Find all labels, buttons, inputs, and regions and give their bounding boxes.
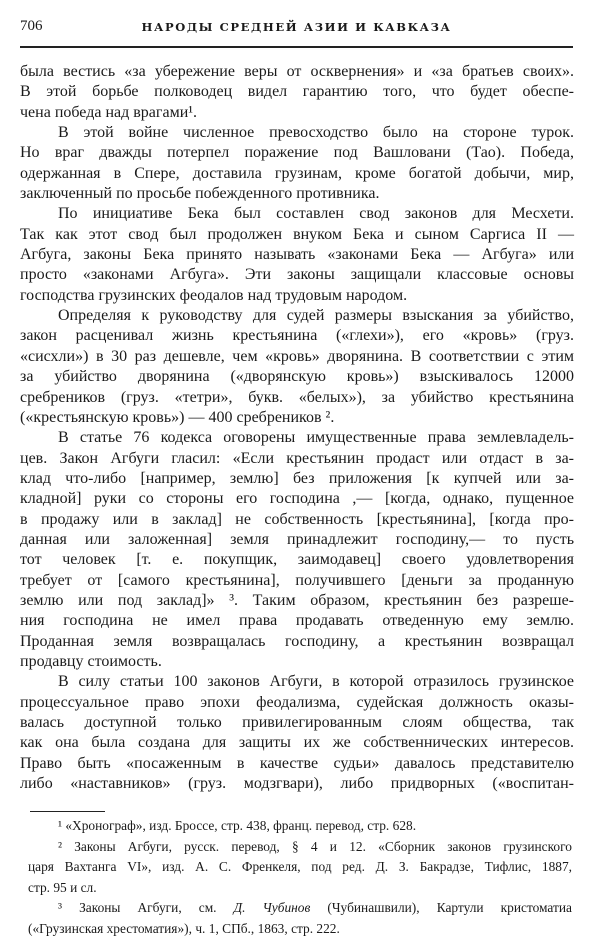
text-line: заключенный по просьбе побежденного противника.	[20, 185, 380, 203]
footnote-2-line: ² Законы Агбуги, русск. перевод, § 4 и 12. «Сборник законов грузинского	[58, 838, 572, 854]
text-line: «сисхли») в 30 раз дешевле, чем «кровь» дворянина. В соответствии с этим	[20, 347, 574, 365]
text-line: тот человек [т. е. покупщик, заимодавец] своего удовлетворения	[20, 551, 574, 569]
text-line: как она была создана для защиты их же собственнических интересов.	[20, 734, 574, 752]
text-line: продавцу стоимость.	[20, 652, 162, 670]
text-line: В статье 76 кодекса оговорены имущественные права землевладель-	[58, 429, 574, 447]
text-line: в продажу или в заклад] не собственность [крестьянина], [когда про-	[20, 510, 574, 528]
text-line: требует от [самого крестьянина], получившего [деньги за проданную	[20, 571, 574, 589]
text-line: В силу статьи 100 законов Агбуги, в которой отразилось грузинское	[58, 673, 574, 691]
text-line: данная или заложенная] земля принадлежит господину,— то пусть	[20, 530, 574, 548]
text-line: Право быть «посаженным в качестве судьи» давалось представителю	[20, 754, 574, 772]
text-line: валась доступной только привилегированным слоям общества, так	[20, 714, 574, 731]
paragraph	[20, 204, 574, 306]
text-line: закон расценивал жизнь крестьянина («глехи»), его «кровь» (груз.	[20, 327, 574, 345]
text-line: Так как этот свод был продолжен внуком Бека и сыном Саргиса II —	[20, 225, 574, 243]
text-line: Определяя к руководству для судей размеры взыскания за убийство,	[58, 307, 574, 325]
text-line: сребреников (груз. «тетри», букв. «белых»), за убийство крестьянина	[20, 388, 574, 406]
footnote-3-text: (Чубинашвили), Картули кристоматиа	[310, 900, 572, 915]
text-line: цев. Закон Агбуги гласил: «Если крестьянин продаст или отдаст в за-	[20, 449, 574, 467]
text-line: кладной] руки со стороны его господина ,— [когда, однако, пущенное	[20, 490, 574, 508]
paragraph	[20, 428, 574, 672]
text-line: («крестьянскую кровь») — 400 сребреников ².	[20, 408, 335, 426]
text-line: ния господина не имел права продавать отведенную ему землю.	[20, 612, 574, 630]
running-title: НАРОДЫ СРЕДНЕЙ АЗИИ И КАВКАЗА	[141, 20, 452, 34]
footnote-3-line	[28, 898, 572, 919]
text-line: В этой борьбе полководец видел гарантию того, что будет обеспе-	[20, 83, 574, 101]
text-line: чена победа над врагами¹.	[20, 103, 198, 121]
body-text	[20, 62, 574, 794]
text-line: Проданная земля возвращалась господину, а крестьянин возвращал	[20, 632, 574, 650]
text-line: одержанная в Спере, доставила грузинам, кроме богатой добычи, мир,	[20, 164, 574, 182]
footnotes	[28, 816, 572, 939]
text-line: была вестись «за убережение веры от осквернения» и «за братьев своих».	[20, 63, 574, 80]
text-line: господства грузинских феодалов над трудовым народом.	[20, 286, 408, 304]
text-line: Агбуга, законы Бека принято называть «законами Бека — Агбуга» или	[20, 246, 574, 264]
footnote-rule	[30, 811, 105, 812]
paragraph	[20, 306, 574, 428]
running-header	[20, 18, 573, 40]
paragraph	[20, 672, 574, 794]
text-line: В этой войне численное превосходство было на стороне турок.	[58, 124, 574, 142]
text-line: клад что-либо [например, землю] без приложения [к купчей или за-	[20, 469, 574, 487]
footnote-2-line: царя Вахтанга VI», изд. А. С. Френкеля, под ред. Д. З. Бакрадзе, Тифлис, 1887,	[28, 859, 572, 874]
footnote-3-author: Д. Чубинов	[233, 900, 311, 915]
text-line: либо «наставников» (груз. модзгвари), либо придворных («воспитан-	[20, 775, 574, 793]
text-line: Но враг дважды потерпел поражение под Вашловани (Тао). Победа,	[20, 144, 574, 162]
footnote-3-text: ³ Законы Агбуги, см.	[58, 900, 234, 915]
footnote-3-line: («Грузинская хрестоматия»), ч. 1, СПб., 1863, стр. 222.	[28, 920, 340, 936]
footnote-1: ¹ «Хронограф», изд. Броссе, стр. 438, франц. перевод, стр. 628.	[58, 818, 417, 833]
paragraph	[20, 62, 574, 123]
text-line: землю или под заклад]» ³. Таким образом, крестьянин без разреше-	[20, 591, 574, 609]
text-line: просто «законами Агбуга». Эти законы защищали классовые основы	[20, 266, 574, 284]
text-line: за убийство дворянина («дворянскую кровь») взыскивалось 12000	[20, 368, 574, 386]
header-rule	[20, 46, 573, 48]
page-number: 706	[20, 18, 43, 34]
text-line: процессуальное право эпохи феодализма, судейская должность оказы-	[20, 693, 574, 711]
footnote-2-line: стр. 95 и сл.	[28, 879, 97, 895]
paragraph	[20, 123, 574, 204]
text-line: По инициативе Бека был составлен свод законов для Месхети.	[58, 205, 574, 223]
